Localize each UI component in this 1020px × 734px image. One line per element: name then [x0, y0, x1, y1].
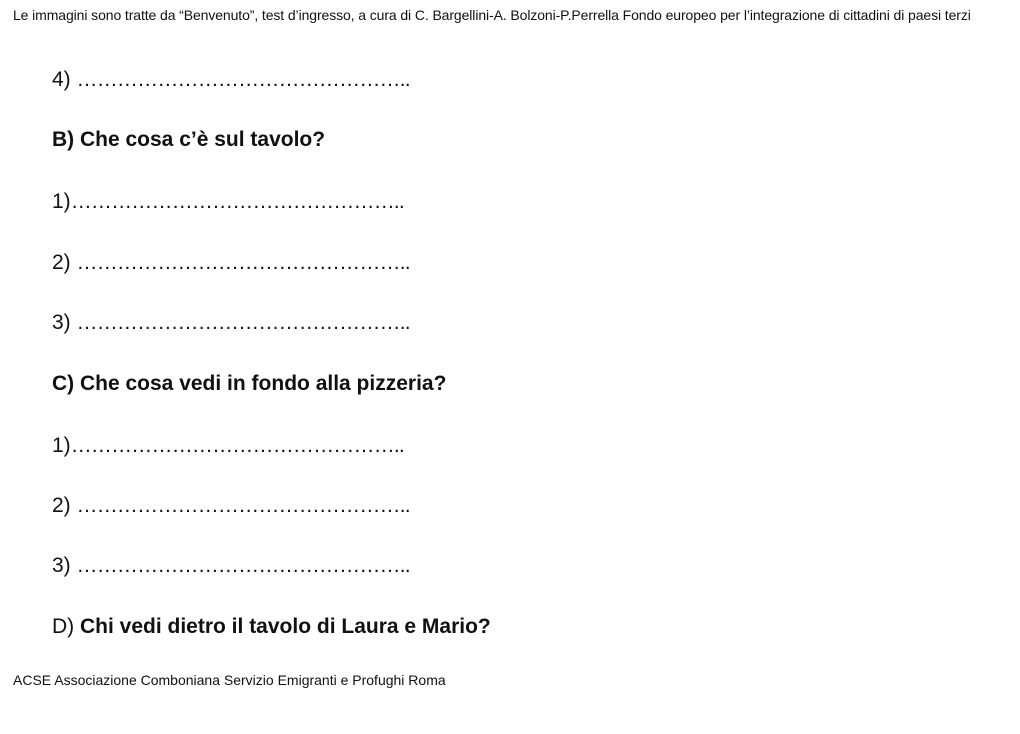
answer-number: 3) [52, 311, 77, 334]
answer-number: 2) [52, 251, 77, 274]
answer-dots: ………………………………………….. [76, 251, 410, 274]
answer-dots: ………………………………………….. [70, 434, 404, 457]
answer-line-b3 [52, 311, 410, 335]
answer-dots: ………………………………………….. [76, 311, 410, 334]
question-d-text: Chi vedi dietro il tavolo di Laura e Mario? [80, 615, 491, 638]
answer-number: 1) [52, 434, 71, 457]
question-b: B) Che cosa c’è sul tavolo? [52, 128, 326, 151]
answer-number: 4) [52, 68, 77, 91]
question-d-prefix: D) [52, 615, 80, 638]
answer-number: 3) [52, 554, 77, 577]
answer-line-b1 [52, 190, 404, 214]
answer-dots: ………………………………………….. [76, 554, 410, 577]
answer-line-b2 [52, 251, 410, 275]
answer-dots: ………………………………………….. [76, 68, 410, 91]
image-credit-text: Le immagini sono tratte da “Benvenuto”, test d’ingresso, a cura di C. Bargellini-A. Bolzoni-P.Perrella Fondo europeo per l’integrazione di cittadini di paesi terzi [13, 7, 971, 23]
answer-number: 2) [52, 494, 77, 517]
question-c: C) Che cosa vedi in fondo alla pizzeria? [52, 372, 447, 395]
answer-dots: ………………………………………….. [76, 494, 410, 517]
answer-line-a4 [52, 68, 410, 92]
answer-line-c1 [52, 434, 404, 458]
answer-number: 1) [52, 190, 71, 213]
question-d [52, 615, 491, 639]
answer-line-c3 [52, 554, 410, 578]
footer-organization: ACSE Associazione Comboniana Servizio Emigranti e Profughi Roma [13, 672, 446, 688]
answer-line-c2 [52, 494, 410, 518]
answer-dots: ………………………………………….. [70, 190, 404, 213]
